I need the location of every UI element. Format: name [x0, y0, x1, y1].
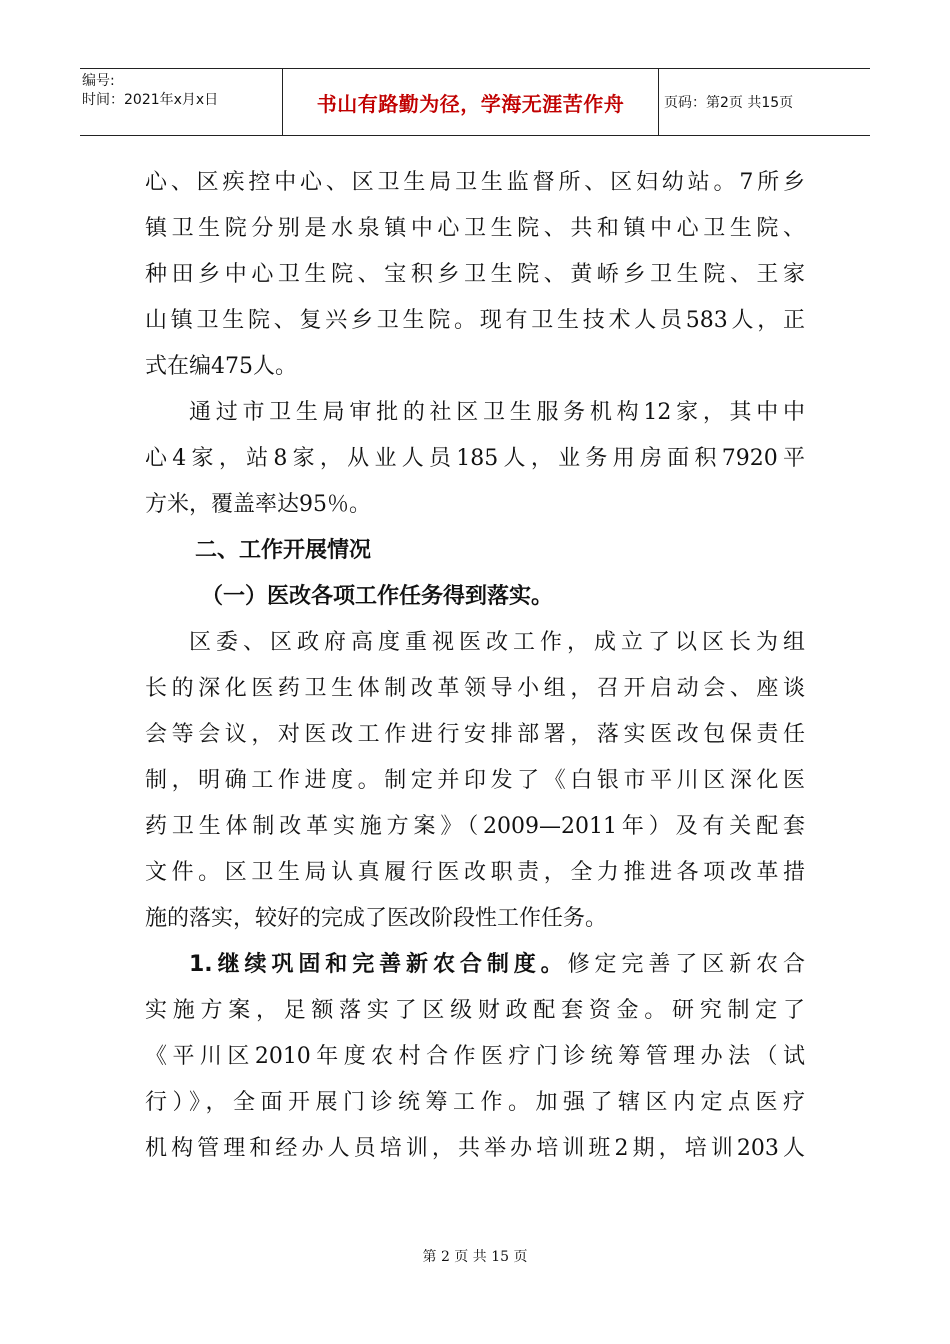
paragraph-line: 长的深化医药卫生体制改革领导小组，召开启动会、座谈 [145, 676, 805, 701]
item-lead-rest: 修定完善了区新农合 [567, 952, 805, 977]
paragraph-1 [145, 160, 805, 390]
paragraph-line: 行）》，全面开展门诊统筹工作。加强了辖区内定点医疗 [145, 1090, 805, 1115]
paragraph-line: 机构管理和经办人员培训，共举办培训班2期，培训203人 [145, 1136, 805, 1161]
paragraph-3 [145, 620, 805, 942]
page-footer: 第 2 页 共 15 页 [422, 1249, 528, 1265]
paragraph-line: 镇卫生院分别是水泉镇中心卫生院、共和镇中心卫生院、 [145, 216, 805, 241]
paragraph-line: 施的落实，较好的完成了医改阶段性工作任务。 [145, 906, 608, 931]
header-time-label: 时间：2021年x月x日 [82, 92, 219, 108]
paragraph-line: 会等会议，对医改工作进行安排部署，落实医改包保责任 [145, 722, 805, 747]
paragraph-2 [145, 390, 805, 528]
paragraph-line: 通过市卫生局审批的社区卫生服务机构12家，其中中 [189, 400, 805, 425]
subsection-heading: （一）医改各项工作任务得到落实。 [201, 584, 554, 609]
paragraph-line: 《平川区2010年度农村合作医疗门诊统筹管理办法（试 [145, 1044, 805, 1069]
paragraph-line: 制，明确工作进度。制定并印发了《白银市平川区深化医 [145, 768, 805, 793]
paragraph-line: 方米，覆盖率达95％。 [145, 492, 371, 517]
document-body [145, 160, 805, 1172]
paragraph-line: 药卫生体制改革实施方案》（2009—2011年）及有关配套 [145, 814, 805, 839]
header-page-info: 页码：第2页 共15页 [664, 95, 794, 111]
paragraph-line: 实施方案，足额落实了区级财政配套资金。研究制定了 [145, 998, 805, 1023]
header-meta [82, 72, 280, 110]
header-number-label: 编号: [82, 73, 115, 89]
header-divider-right [658, 68, 659, 136]
header-motto: 书山有路勤为径，学海无涯苦作舟 [316, 91, 625, 116]
paragraph-line [145, 942, 805, 988]
paragraph-4 [145, 942, 805, 1172]
item-lead-bold: 1.继续巩固和完善新农合制度。 [189, 952, 568, 977]
paragraph-line: 心、区疾控中心、区卫生局卫生监督所、区妇幼站。7所乡 [145, 170, 805, 195]
paragraph-line: 山镇卫生院、复兴乡卫生院。现有卫生技术人员583人，正 [145, 308, 805, 333]
document-header [80, 68, 870, 136]
paragraph-line: 心4家，站8家，从业人员185人，业务用房面积7920平 [145, 446, 805, 471]
paragraph-line: 文件。区卫生局认真履行医改职责，全力推进各项改革措 [145, 860, 805, 885]
paragraph-line: 式在编475人。 [145, 354, 297, 379]
paragraph-line: 区委、区政府高度重视医改工作，成立了以区长为组 [189, 630, 805, 655]
paragraph-line: 种田乡中心卫生院、宝积乡卫生院、黄峤乡卫生院、王家 [145, 262, 805, 287]
section-heading: 二、工作开展情况 [195, 538, 372, 563]
